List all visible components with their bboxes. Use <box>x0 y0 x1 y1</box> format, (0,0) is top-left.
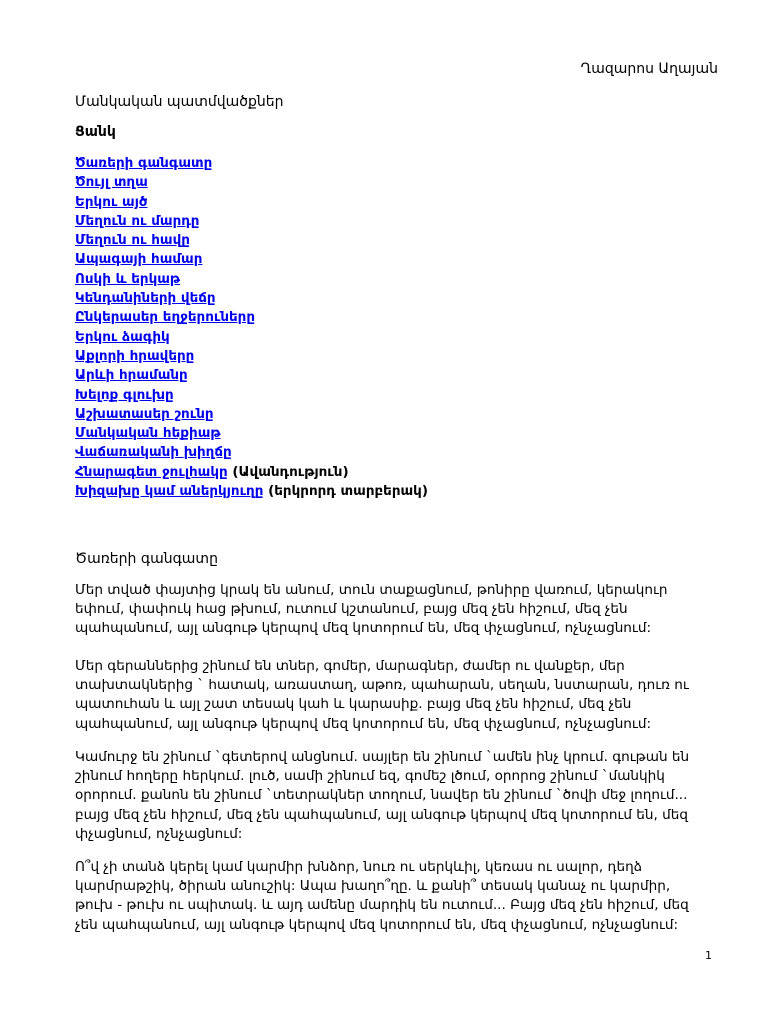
toc-link[interactable]: Մանկական հեքիաթ <box>75 425 221 442</box>
toc-link[interactable]: Ընկերասեր եղջերուները <box>75 309 256 326</box>
toc-link[interactable]: Աքլորի հրավերը <box>75 347 195 364</box>
table-of-contents <box>75 154 428 501</box>
paragraph-3: Կամուրջ են շինում `գետերով անցնում. սայլեր են շինում `ամեն ինչ կրում. գութան են շինում հողերը հերկում. լուծ, սամի շինում եզ, գոմեշ լծում, օրորոց շինում `մանկիկ օրորում. քանոն են շինում `տետրակներ տողում, նավեր են շինում `ծովի մեջ լողում... բայց մեզ չեն հիշում, մեզ չեն պահպանում, այլ անգութ կերպով մեզ կոտորում են, մեզ փչացնում, ոչնչացնում: <box>75 749 690 842</box>
toc-item <box>75 463 428 482</box>
toc-item-note: (երկրորդ տարբերակ) <box>263 483 429 500</box>
paragraph-2: Մեր գերաններից շինում են տներ, գոմեր, մարագներ, ժամեր ու վանքեր, մեր տախտակներից ` հատակ, առաստաղ, աթոռ, պահարան, սեղան, նստարան, դուռ ու պատուհան և այլ շատ տեսակ կահ և կարասիք. բայց մեզ չեն հիշում, մեզ չեն պահպանում, այլ անգութ կերպով մեզ կոտորում են, մեզ փչացնում, ոչնչացնում: <box>75 658 689 732</box>
book-title: Մանկական պատմվածքներ <box>75 94 284 110</box>
toc-link[interactable]: Խիզախը կամ աներկյուղը <box>75 483 264 500</box>
toc-link[interactable]: Աշխատասեր շունը <box>75 405 214 422</box>
toc-link[interactable]: Մեղուն ու հավը <box>75 232 190 249</box>
toc-link[interactable]: Երկու ձագիկ <box>75 328 170 345</box>
toc-link[interactable]: Հնարագետ ջուլհակը <box>75 463 228 480</box>
paragraph-4: Ո՞վ չի տանձ կերել կամ կարմիր խնձոր, նուռ ու սերկևիլ, կեռաս ու սալոր, դեղձ կարմրաթշիկ, ծիրան անուշիկ: Ապա խաղո՞ղը. և քանի՞ տեսակ կանաչ ու կարմիր, թուխ - թուխ ու սպիտակ. և այդ ամենը մարդիկ են ուտում... Բայց մեզ չեն հիշում, մեզ չեն պահպանում, այլ անգութ կերպով մեզ կոտորում են, մեզ փչացնում, ոչնչացնում: <box>75 859 689 933</box>
toc-item <box>75 424 428 443</box>
toc-item <box>75 289 428 308</box>
toc-item <box>75 250 428 269</box>
toc-item <box>75 173 428 192</box>
toc-item <box>75 443 428 462</box>
paragraph-1: Մեր տված փայտից կրակ են անում, տուն տաքացնում, թոնիրը վառում, կերակուր եփում, փափուկ հաց թխում, ուտում կշտանում, բայց մեզ չեն հիշում, մեզ չեն պահպանում, այլ անգութ կերպով մեզ կոտորում են, մեզ փչացնում, ոչնչացնում: <box>75 582 668 637</box>
section-title: Ծառերի գանգատը <box>75 551 218 567</box>
toc-link[interactable]: Երկու այծ <box>75 193 148 210</box>
toc-link[interactable]: Ծույլ տղա <box>75 174 148 191</box>
toc-link[interactable]: Արևի հրամանը <box>75 367 188 384</box>
toc-link[interactable]: Վաճառականի խիղճը <box>75 444 232 461</box>
toc-item <box>75 212 428 231</box>
toc-item <box>75 193 428 212</box>
toc-link[interactable]: Ոսկի և երկաթ <box>75 270 181 287</box>
toc-item-note: (Ավանդություն) <box>227 463 349 480</box>
toc-link[interactable]: Ապագայի համար <box>75 251 203 268</box>
toc-item <box>75 328 428 347</box>
author-name: Ղազարոս Աղայան <box>580 61 718 77</box>
toc-link[interactable]: Խելոք գլուխը <box>75 386 174 403</box>
toc-heading: Ցանկ <box>75 124 116 140</box>
toc-link[interactable]: Մեղուն ու մարդը <box>75 212 200 229</box>
toc-item <box>75 366 428 385</box>
page-number: 1 <box>705 949 712 962</box>
toc-item <box>75 270 428 289</box>
toc-item <box>75 405 428 424</box>
toc-item <box>75 482 428 501</box>
toc-item <box>75 308 428 327</box>
toc-link[interactable]: Ծառերի գանգատը <box>75 155 213 171</box>
toc-item <box>75 154 428 173</box>
toc-item <box>75 386 428 405</box>
toc-link[interactable]: Կենդանիների վեճը <box>75 290 216 307</box>
toc-item <box>75 231 428 250</box>
toc-item <box>75 347 428 366</box>
